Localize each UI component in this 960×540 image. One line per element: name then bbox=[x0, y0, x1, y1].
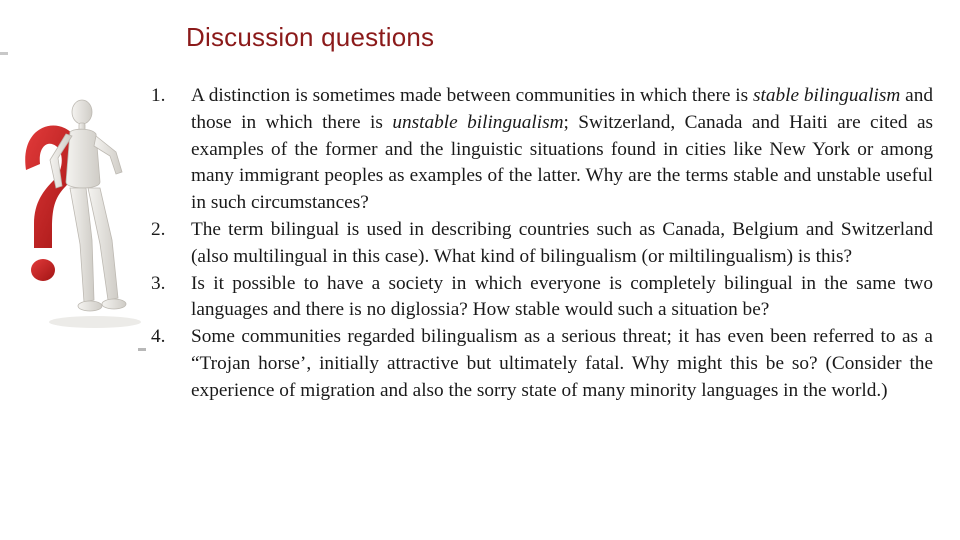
question-text bbox=[191, 326, 933, 401]
question-item bbox=[146, 217, 933, 271]
question-item bbox=[146, 271, 933, 325]
question-mark-figure-icon bbox=[0, 90, 150, 352]
question-list bbox=[146, 83, 933, 405]
italic-term: unstable bilingualism bbox=[392, 111, 564, 133]
question-number: 2. bbox=[151, 218, 166, 240]
question-number: 3. bbox=[151, 272, 166, 294]
question-text-segment: A distinction is sometimes made between communities in which there is bbox=[191, 85, 753, 106]
question-text-segment: Is it possible to have a society in which everyone is completely bilingual in the same two languages and there is no diglossia? How stable would such a situation be? bbox=[191, 272, 933, 321]
divider-mark bbox=[0, 52, 8, 55]
slide-title: Discussion questions bbox=[186, 22, 435, 52]
question-number: 1. bbox=[151, 85, 166, 106]
question-text bbox=[191, 219, 933, 267]
question-number: 4. bbox=[151, 326, 166, 348]
italic-term: stable bilingualism bbox=[752, 85, 901, 106]
question-text-segment: Some communities regarded bilingualism as a serious threat; it has even been referred to as a “Trojan horse’, initially attractive but ultimately fatal. Why might this be so? (Consider the experience of migration and also the sorry state of many minority languages in the world.) bbox=[191, 326, 933, 401]
question-text bbox=[191, 273, 933, 321]
question-text-segment: and those in which there is bbox=[191, 85, 933, 133]
question-text bbox=[191, 85, 933, 213]
question-text-segment: ; Switzerland, Canada and Haiti are cited as examples of the former and the linguistic situations found in cities like New York or among many immigrant peoples as examples of the latter. Why are the terms stable and unstable useful in such circumstances? bbox=[191, 111, 934, 214]
question-text-segment: The term bilingual is used in describing countries such as Canada, Belgium and Switzerland (also multilingual in this case). What kind of bilingualism (or miltilingualism) is this? bbox=[191, 218, 933, 267]
question-item bbox=[146, 324, 933, 404]
question-item bbox=[146, 83, 933, 217]
